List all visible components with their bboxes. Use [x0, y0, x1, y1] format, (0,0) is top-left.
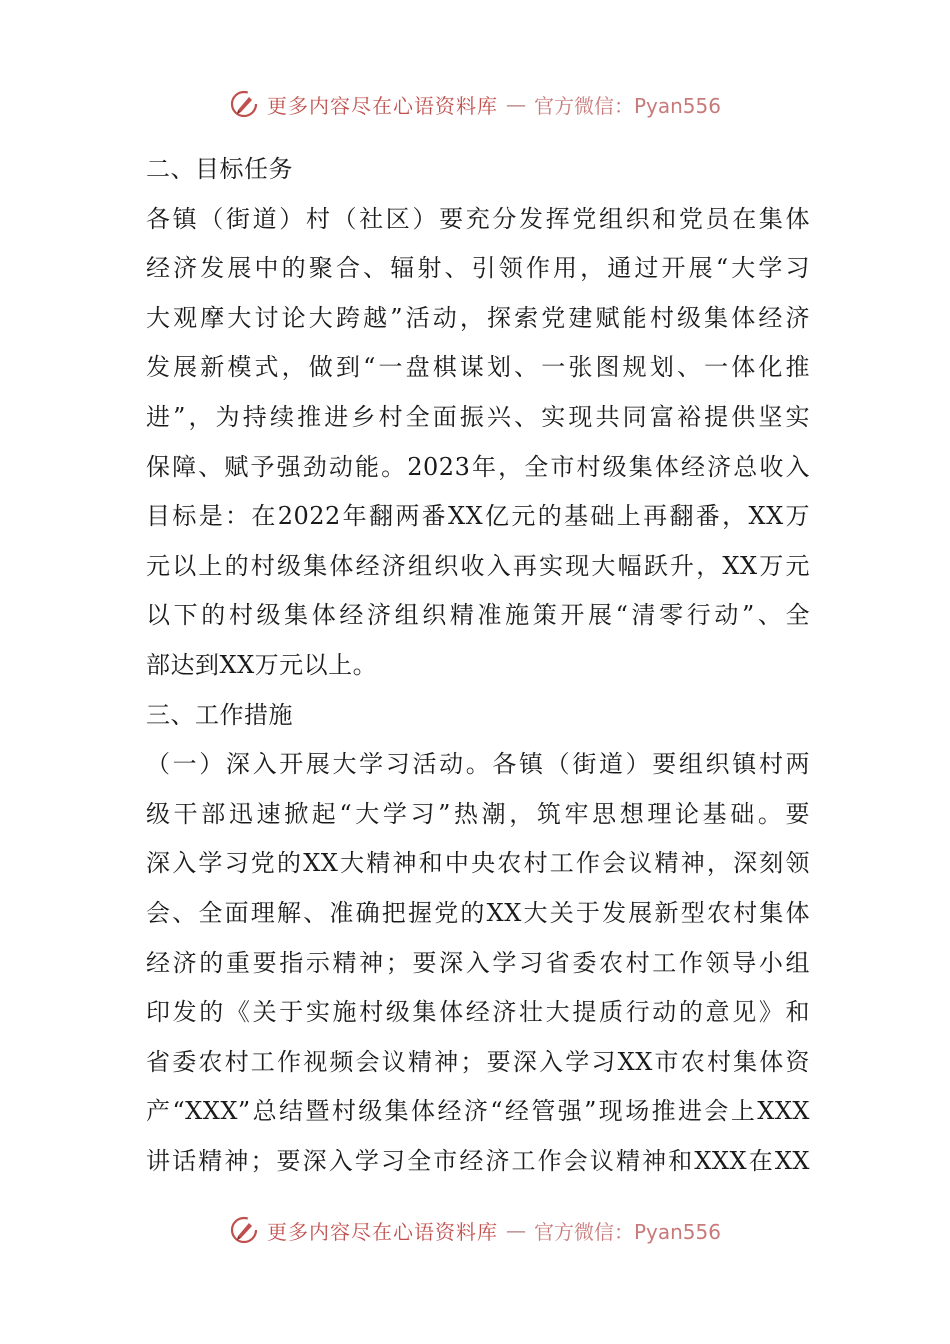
text-line: 讲话精神；要深入学习全市经济工作会议精神和XXX在XX: [146, 1146, 810, 1175]
text-line: 三、工作措施: [146, 700, 293, 729]
text-line: 发展新模式，做到“一盘棋谋划、一张图规划、一体化推: [146, 353, 810, 382]
text-line: 二、目标任务: [146, 155, 293, 183]
watermark-brand: 更多内容尽在心语资料库: [266, 1219, 498, 1244]
text-line: 元以上的村级集体经济组织收入再实现大幅跃升，XX万元: [146, 551, 810, 580]
footer-watermark: [0, 1210, 950, 1250]
pen-circle-logo-icon: [229, 1215, 259, 1245]
header-watermark: [0, 84, 950, 124]
watermark-dash: —: [505, 1218, 526, 1242]
watermark-contact: 官方微信：Pyan556: [533, 93, 721, 118]
text-line: 会、全面理解、准确把握党的XX大关于发展新型农村集体: [146, 898, 810, 927]
text-line: 保障、赋予强劲动能。2023年，全市村级集体经济总收入: [146, 452, 810, 481]
text-line: 进”，为持续推进乡村全面振兴、实现共同富裕提供坚实: [146, 402, 810, 431]
text-line: 部达到XX万元以上。: [146, 650, 378, 679]
text-line: 以下的村级集体经济组织精准施策开展“清零行动”、全: [146, 601, 810, 630]
text-line: 深入学习党的XX大精神和中央农村工作会议精神，深刻领: [146, 849, 810, 878]
text-line: 经济的重要指示精神；要深入学习省委农村工作领导小组: [146, 948, 810, 977]
text-line: 各镇（街道）村（社区）要充分发挥党组织和党员在集体: [146, 204, 810, 233]
text-line: 目标是：在2022年翻两番XX亿元的基础上再翻番，XX万: [146, 502, 810, 531]
text-line: 经济发展中的聚合、辐射、引领作用，通过开展“大学习: [146, 254, 810, 283]
text-line: 省委农村工作视频会议精神；要深入学习XX市农村集体资: [146, 1047, 810, 1076]
watermark-dash: —: [505, 92, 526, 116]
watermark-brand: 更多内容尽在心语资料库: [266, 93, 498, 118]
pen-circle-logo-icon: [229, 89, 259, 119]
watermark-contact: 官方微信：Pyan556: [533, 1219, 721, 1244]
text-line: 印发的《关于实施村级集体经济壮大提质行动的意见》和: [146, 998, 810, 1027]
text-line: 产“XXX”总结暨村级集体经济“经管强”现场推进会上XXX: [146, 1097, 810, 1126]
text-line: 级干部迅速掀起“大学习”热潮，筑牢思想理论基础。要: [146, 799, 810, 828]
text-line: （一）深入开展大学习活动。各镇（街道）要组织镇村两: [146, 750, 810, 779]
document-body: [146, 145, 810, 1186]
text-line: 大观摩大讨论大跨越”活动，探索党建赋能村级集体经济: [146, 303, 810, 332]
